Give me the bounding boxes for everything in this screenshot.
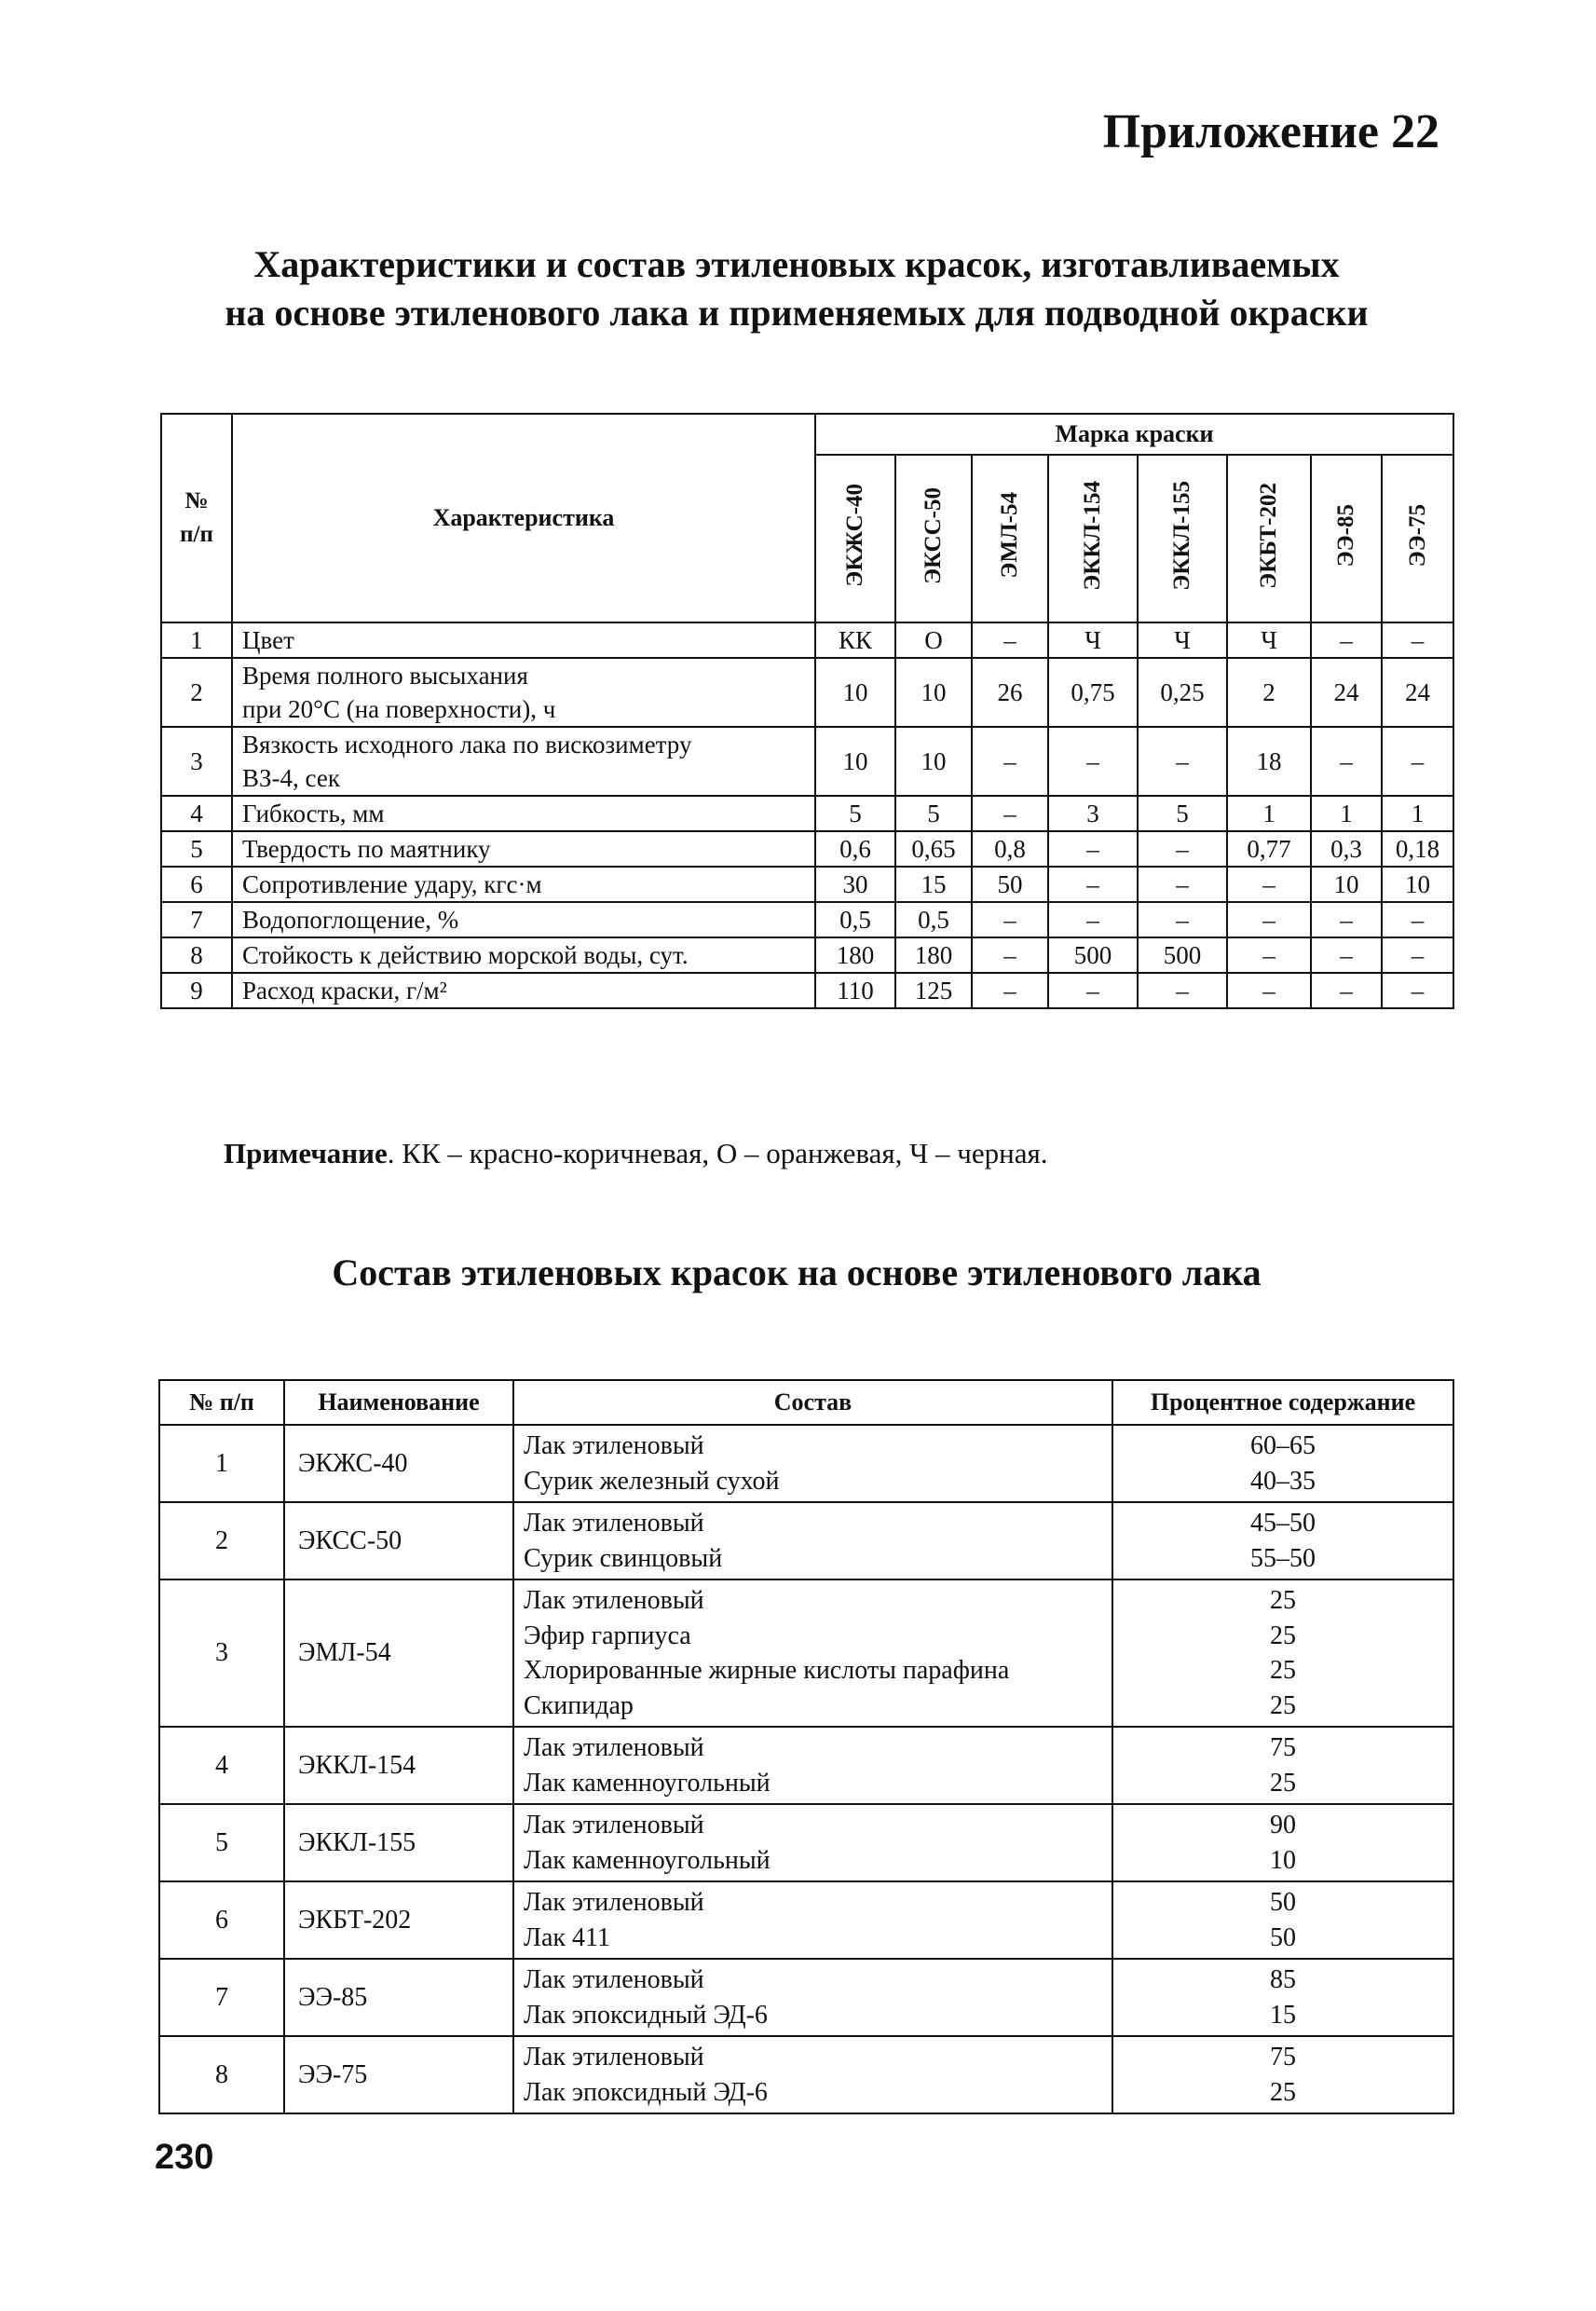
value-cell: 50: [972, 867, 1048, 902]
component-text: Лак этиленовый: [524, 1811, 704, 1839]
value-cell: 5: [1138, 796, 1227, 831]
characteristic-text: ВЗ-4, сек: [242, 764, 340, 792]
row-number: 7: [159, 1959, 284, 2036]
row-number: 8: [161, 937, 232, 973]
row-number: 8: [159, 2036, 284, 2113]
value-cell: 0,3: [1311, 831, 1382, 867]
row-number: 4: [161, 796, 232, 831]
value-cell: –: [1048, 902, 1138, 937]
characteristic-text: Время полного высыхания: [242, 662, 528, 690]
footnote: [224, 1135, 1048, 1172]
component-text: Сурик железный сухой: [524, 1466, 780, 1496]
component-text: Лак этиленовый: [524, 1586, 704, 1615]
characteristic-cell: [232, 902, 815, 937]
value-cell: Ч: [1227, 622, 1311, 658]
value-cell: Ч: [1048, 622, 1138, 658]
characteristic-text: Твердость по маятнику: [242, 835, 491, 863]
title-line-2: на основе этиленового лака и применяемых для подводной окраски: [225, 292, 1369, 334]
value-cell: 1: [1382, 796, 1453, 831]
characteristic-cell: [232, 658, 815, 727]
header-paint-brand: Марка краски: [815, 414, 1453, 455]
header-percent: Процентное содержание: [1112, 1380, 1453, 1425]
row-number: 4: [159, 1727, 284, 1804]
value-cell: 30: [815, 867, 895, 902]
value-cell: –: [1227, 973, 1311, 1008]
percent-text: 15: [1270, 2000, 1296, 2030]
value-cell: 110: [815, 973, 895, 1008]
value-cell: –: [1138, 973, 1227, 1008]
component-text: Эфир гарпиуса: [524, 1620, 691, 1650]
value-cell: –: [1138, 727, 1227, 796]
table-row: [161, 937, 1453, 973]
value-cell: –: [972, 622, 1048, 658]
characteristic-cell: [232, 937, 815, 973]
component-text: Лак этиленовый: [524, 1733, 704, 1762]
header-number: № п/п: [159, 1380, 284, 1425]
value-cell: 5: [815, 796, 895, 831]
characteristic-cell: [232, 867, 815, 902]
brand-label: ЭЭ-75: [1404, 503, 1430, 567]
component-text: Скипидар: [524, 1690, 634, 1720]
table-row: [161, 622, 1453, 658]
characteristic-cell: [232, 796, 815, 831]
value-cell: 0,6: [815, 831, 895, 867]
value-cell: –: [1311, 937, 1382, 973]
table-row: [161, 727, 1453, 796]
component-text: Лак этиленовый: [524, 1431, 704, 1460]
composition-cell: [513, 1579, 1112, 1727]
table-row: [161, 796, 1453, 831]
percent-text: 40–35: [1250, 1466, 1316, 1496]
row-number: 3: [161, 727, 232, 796]
percent-text: 25: [1270, 1690, 1296, 1720]
percent-cell: [1112, 1579, 1453, 1727]
brand-label: ЭККЛ-154: [1080, 480, 1105, 591]
percent-cell: [1112, 1502, 1453, 1579]
component-text: Лак этиленовый: [524, 1509, 704, 1538]
value-cell: 10: [895, 658, 972, 727]
value-cell: –: [1227, 867, 1311, 902]
brand-label: ЭЭ-85: [1333, 503, 1358, 567]
brand-label: ЭККЛ-155: [1169, 480, 1194, 591]
value-cell: –: [1382, 973, 1453, 1008]
table-row: [159, 1959, 1453, 2036]
percent-cell: [1112, 1881, 1453, 1959]
characteristic-cell: [232, 622, 815, 658]
row-number: 5: [159, 1804, 284, 1881]
value-cell: 0,25: [1138, 658, 1227, 727]
value-cell: 24: [1311, 658, 1382, 727]
characteristic-text: при 20°С (на поверхности), ч: [242, 695, 556, 723]
brand-header: [895, 455, 972, 622]
composition-cell: [513, 1727, 1112, 1804]
value-cell: 500: [1048, 937, 1138, 973]
value-cell: 1: [1311, 796, 1382, 831]
brand-label: ЭКСС-50: [921, 486, 946, 584]
composition-cell: [513, 2036, 1112, 2113]
value-cell: 0,77: [1227, 831, 1311, 867]
brand-header: [1227, 455, 1311, 622]
percent-text: 75: [1270, 1733, 1296, 1762]
value-cell: –: [1227, 902, 1311, 937]
value-cell: 180: [815, 937, 895, 973]
value-cell: –: [972, 937, 1048, 973]
page-number: 230: [155, 2138, 214, 2177]
percent-text: 85: [1270, 1965, 1296, 1994]
percent-text: 45–50: [1250, 1509, 1316, 1538]
appendix-heading: Приложение 22: [1102, 105, 1439, 158]
value-cell: 10: [815, 727, 895, 796]
composition-cell: [513, 1425, 1112, 1502]
value-cell: –: [1382, 937, 1453, 973]
brand-header: [1048, 455, 1138, 622]
percent-cell: [1112, 1425, 1453, 1502]
characteristic-text: Вязкость исходного лака по вискозиметру: [242, 731, 692, 759]
value-cell: –: [1048, 727, 1138, 796]
percent-text: 60–65: [1250, 1431, 1316, 1460]
row-number: 6: [159, 1881, 284, 1959]
table-row: [159, 1425, 1453, 1502]
paint-name: ЭЭ-85: [284, 1959, 513, 2036]
value-cell: –: [1311, 622, 1382, 658]
component-text: Лак эпоксидный ЭД-6: [524, 2077, 768, 2107]
document-title: [112, 240, 1481, 337]
value-cell: –: [1311, 727, 1382, 796]
brand-header: [972, 455, 1048, 622]
value-cell: 5: [895, 796, 972, 831]
value-cell: КК: [815, 622, 895, 658]
value-cell: 0,5: [895, 902, 972, 937]
table-row: [161, 973, 1453, 1008]
value-cell: –: [1048, 973, 1138, 1008]
component-text: Лак эпоксидный ЭД-6: [524, 2000, 768, 2030]
value-cell: –: [1138, 867, 1227, 902]
row-number: 2: [159, 1502, 284, 1579]
table-row: [159, 1579, 1453, 1727]
brand-header: [815, 455, 895, 622]
percent-text: 10: [1270, 1845, 1296, 1875]
row-number: 5: [161, 831, 232, 867]
brand-header: [1382, 455, 1453, 622]
value-cell: 26: [972, 658, 1048, 727]
composition-cell: [513, 1881, 1112, 1959]
characteristic-text: Цвет: [242, 626, 294, 654]
value-cell: 3: [1048, 796, 1138, 831]
characteristic-text: Стойкость к действию морской воды, сут.: [242, 941, 689, 969]
row-number: 1: [159, 1425, 284, 1502]
table-row: [159, 1502, 1453, 1579]
brand-label: ЭКЖС-40: [842, 484, 867, 587]
percent-text: 75: [1270, 2043, 1296, 2072]
table-row: [161, 902, 1453, 937]
row-number: 9: [161, 973, 232, 1008]
component-text: Сурик свинцовый: [524, 1543, 723, 1573]
value-cell: –: [1311, 902, 1382, 937]
value-cell: Ч: [1138, 622, 1227, 658]
paint-name: ЭКБТ-202: [284, 1881, 513, 1959]
value-cell: –: [1138, 902, 1227, 937]
value-cell: 2: [1227, 658, 1311, 727]
table-row: [161, 867, 1453, 902]
table-row: [161, 831, 1453, 867]
percent-text: 50: [1270, 1888, 1296, 1917]
value-cell: –: [1227, 937, 1311, 973]
component-text: Лак этиленовый: [524, 2043, 704, 2072]
brand-label: ЭКБТ-202: [1256, 482, 1281, 589]
percent-text: 25: [1270, 1620, 1296, 1650]
characteristic-cell: [232, 973, 815, 1008]
header-characteristic: Характеристика: [232, 414, 815, 622]
brand-label: ЭМЛ-54: [997, 492, 1022, 579]
value-cell: –: [1048, 867, 1138, 902]
percent-text: 50: [1270, 1922, 1296, 1952]
characteristic-text: Сопротивление удару, кгс·м: [242, 870, 542, 898]
row-number: 6: [161, 867, 232, 902]
title-line-1: Характеристики и состав этиленовых красок, изготавливаемых: [253, 243, 1340, 285]
component-text: Хлорированные жирные кислоты парафина: [524, 1656, 1010, 1685]
percent-text: 25: [1270, 1656, 1296, 1685]
value-cell: –: [1382, 622, 1453, 658]
row-number: 3: [159, 1579, 284, 1727]
value-cell: 180: [895, 937, 972, 973]
characteristic-text: Расход краски, г/м²: [242, 977, 447, 1005]
table-row: [159, 1881, 1453, 1959]
characteristic-text: Водопоглощение, %: [242, 906, 459, 934]
value-cell: –: [1382, 902, 1453, 937]
value-cell: –: [1382, 727, 1453, 796]
value-cell: 500: [1138, 937, 1227, 973]
table-row: [159, 1804, 1453, 1881]
characteristic-cell: [232, 727, 815, 796]
percent-text: 55–50: [1250, 1543, 1316, 1573]
row-number: 7: [161, 902, 232, 937]
percent-text: 25: [1270, 1586, 1296, 1615]
value-cell: –: [972, 796, 1048, 831]
paint-name: ЭКСС-50: [284, 1502, 513, 1579]
composition-cell: [513, 1959, 1112, 2036]
header-composition: Состав: [513, 1380, 1112, 1425]
component-text: Лак этиленовый: [524, 1965, 704, 1994]
value-cell: –: [1311, 973, 1382, 1008]
table-row: [159, 1727, 1453, 1804]
value-cell: 10: [1311, 867, 1382, 902]
value-cell: 0,5: [815, 902, 895, 937]
footnote-label: Примечание: [224, 1137, 388, 1169]
brand-header: [1138, 455, 1227, 622]
value-cell: 0,8: [972, 831, 1048, 867]
composition-cell: [513, 1502, 1112, 1579]
table-row: [159, 2036, 1453, 2113]
value-cell: 1: [1227, 796, 1311, 831]
percent-text: 90: [1270, 1811, 1296, 1839]
percent-cell: [1112, 1727, 1453, 1804]
value-cell: 0,75: [1048, 658, 1138, 727]
characteristic-text: Гибкость, мм: [242, 800, 385, 827]
value-cell: –: [972, 902, 1048, 937]
paint-name: ЭККЛ-154: [284, 1727, 513, 1804]
value-cell: 15: [895, 867, 972, 902]
value-cell: 0,65: [895, 831, 972, 867]
value-cell: 10: [815, 658, 895, 727]
percent-cell: [1112, 1959, 1453, 2036]
composition-table: [158, 1379, 1454, 2114]
value-cell: 24: [1382, 658, 1453, 727]
characteristics-table: [160, 413, 1454, 1009]
component-text: Лак каменноугольный: [524, 1845, 771, 1875]
value-cell: 18: [1227, 727, 1311, 796]
composition-cell: [513, 1804, 1112, 1881]
paint-name: ЭКЖС-40: [284, 1425, 513, 1502]
component-text: Лак каменноугольный: [524, 1768, 771, 1798]
value-cell: 10: [895, 727, 972, 796]
value-cell: 10: [1382, 867, 1453, 902]
footnote-text: . КК – красно-коричневая, О – оранжевая, Ч – черная.: [387, 1137, 1048, 1169]
header-name: Наименование: [284, 1380, 513, 1425]
paint-name: ЭЭ-75: [284, 2036, 513, 2113]
row-number: 2: [161, 658, 232, 727]
value-cell: 0,18: [1382, 831, 1453, 867]
value-cell: 125: [895, 973, 972, 1008]
value-cell: –: [972, 973, 1048, 1008]
component-text: Лак этиленовый: [524, 1888, 704, 1917]
percent-cell: [1112, 2036, 1453, 2113]
characteristic-cell: [232, 831, 815, 867]
value-cell: О: [895, 622, 972, 658]
paint-name: ЭМЛ-54: [284, 1579, 513, 1727]
table-row: [161, 658, 1453, 727]
percent-text: 25: [1270, 2077, 1296, 2107]
header-number: № п/п: [161, 414, 232, 622]
section-title: Состав этиленовых красок на основе этиленового лака: [332, 1251, 1262, 1293]
value-cell: –: [972, 727, 1048, 796]
percent-text: 25: [1270, 1768, 1296, 1798]
component-text: Лак 411: [524, 1922, 610, 1952]
value-cell: –: [1138, 831, 1227, 867]
value-cell: –: [1048, 831, 1138, 867]
paint-name: ЭККЛ-155: [284, 1804, 513, 1881]
brand-header: [1311, 455, 1382, 622]
percent-cell: [1112, 1804, 1453, 1881]
row-number: 1: [161, 622, 232, 658]
